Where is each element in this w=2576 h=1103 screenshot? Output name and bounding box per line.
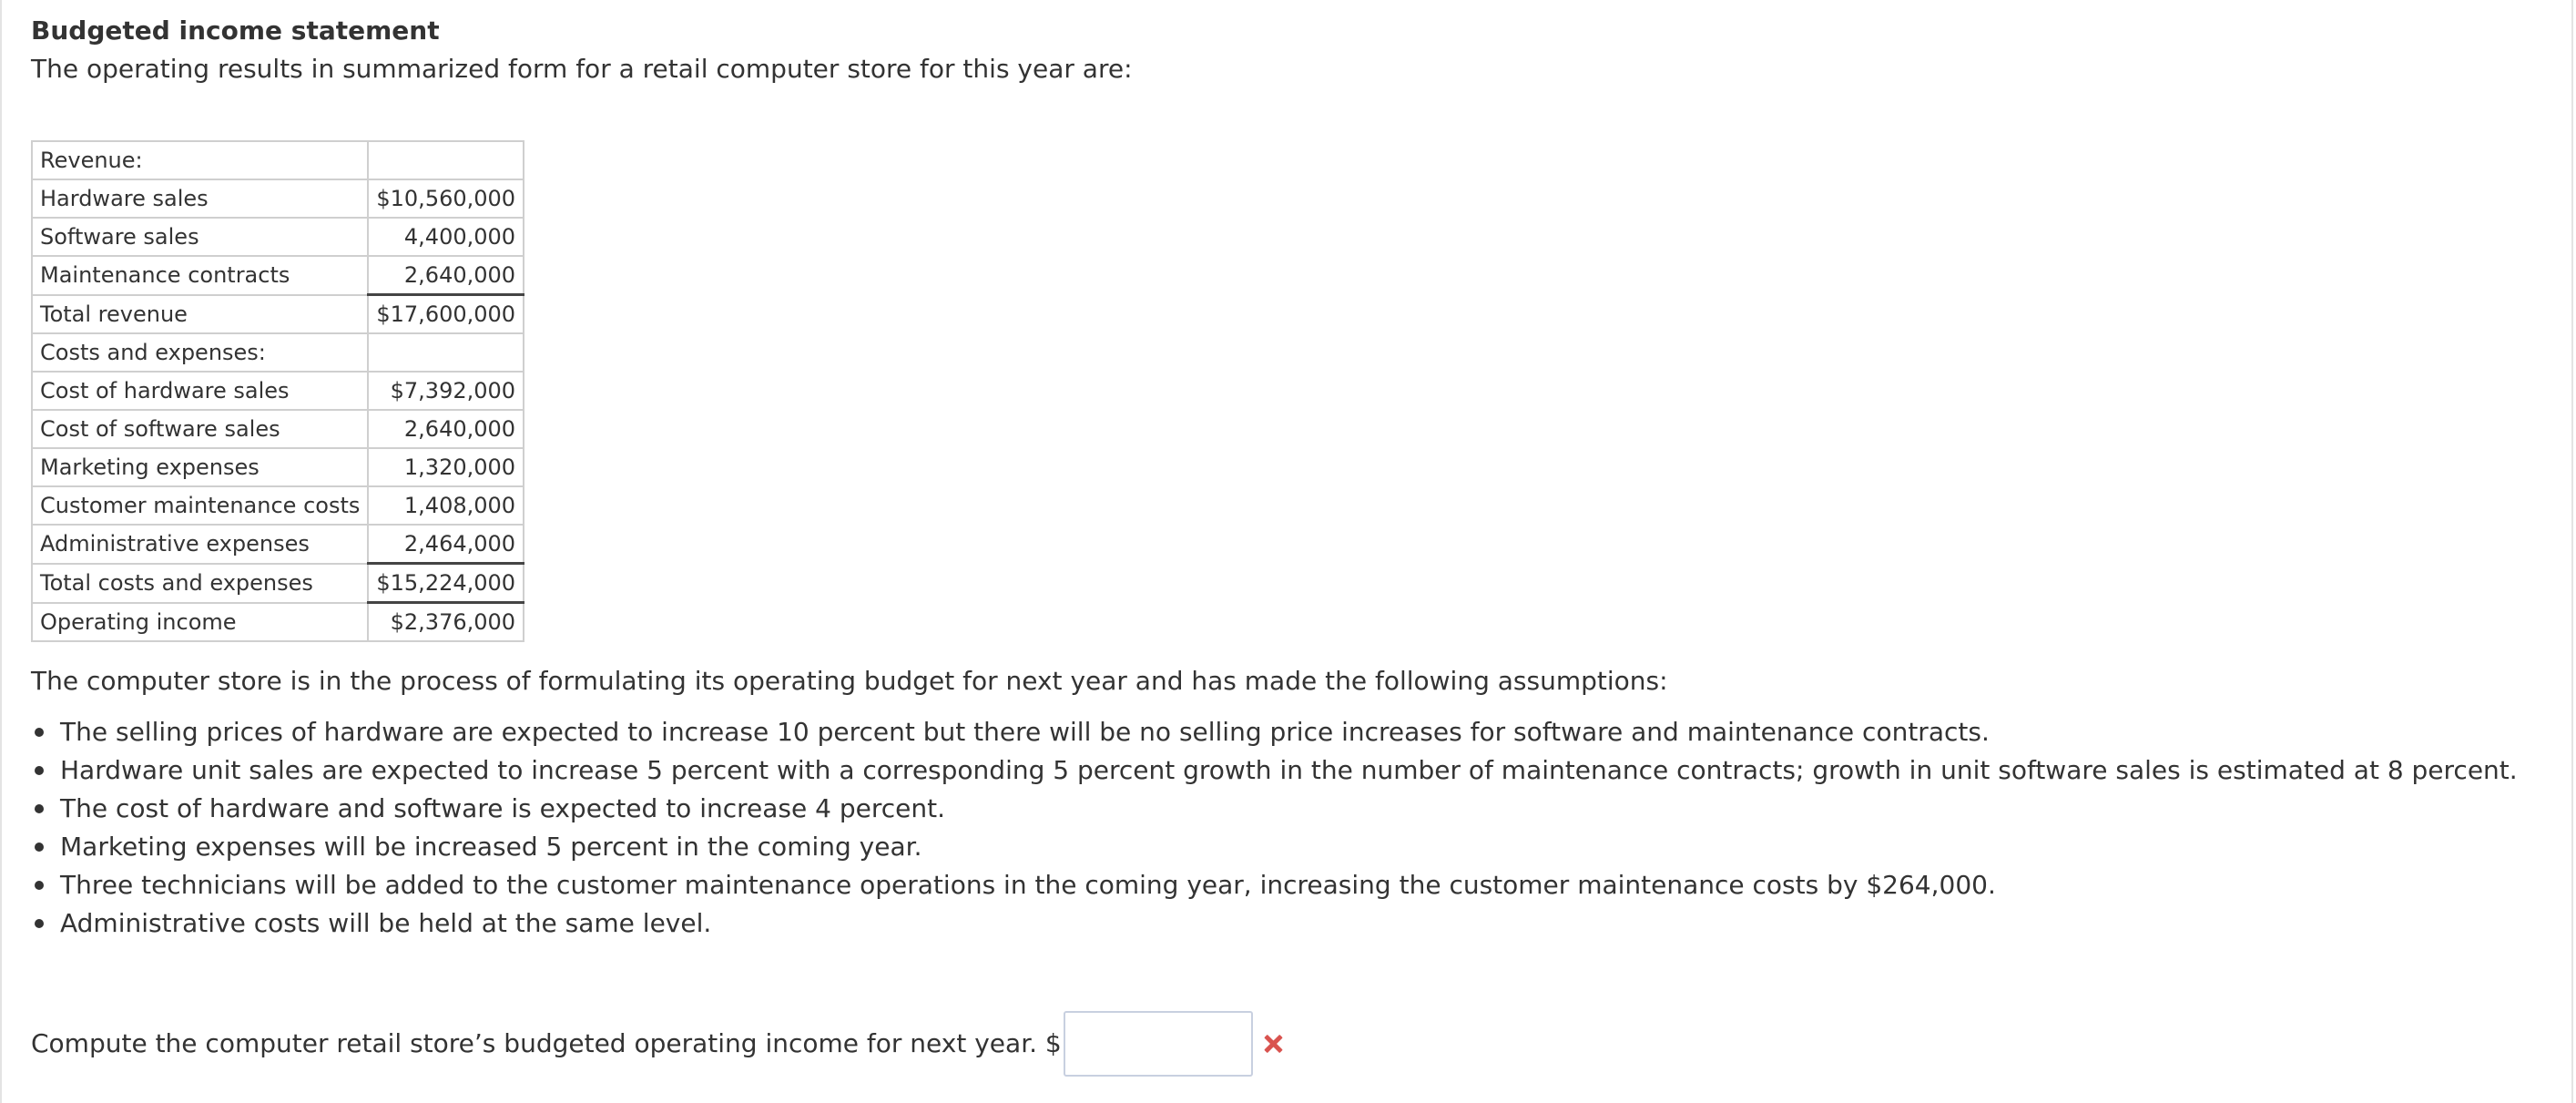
bullet-icon: [35, 843, 44, 852]
statement-row: [32, 564, 524, 603]
statement-row-amount: $10,560,000: [368, 179, 524, 218]
statement-row-amount: 2,640,000: [368, 410, 524, 448]
bullet-icon: [35, 919, 44, 928]
statement-row-amount: [368, 333, 524, 372]
statement-row-label: Costs and expenses:: [32, 333, 368, 372]
bullet-icon: [35, 766, 44, 775]
statement-row-amount: $7,392,000: [368, 372, 524, 410]
statement-row: [32, 218, 524, 256]
statement-row: [32, 448, 524, 486]
assumption-text: Hardware unit sales are expected to increase 5 percent with a corresponding 5 percent growth in the number of maintenance contracts; growth in unit software sales is estimated at 8 percent.: [60, 755, 2518, 785]
statement-row: [32, 333, 524, 372]
statement-row: [32, 603, 524, 642]
statement-row-amount: $15,224,000: [368, 564, 524, 603]
x-mark-icon: [1260, 1031, 1286, 1057]
statement-row-label: Revenue:: [32, 141, 368, 179]
assumption-text: The selling prices of hardware are expected to increase 10 percent but there will be no selling price increases for software and maintenance contracts.: [60, 717, 1990, 747]
bullet-icon: [35, 728, 44, 737]
list-item: [31, 751, 2518, 790]
list-item: [31, 828, 2518, 866]
statement-row-amount: $2,376,000: [368, 603, 524, 642]
statement-row-amount: 4,400,000: [368, 218, 524, 256]
list-item: [31, 713, 2518, 751]
assumptions-intro: The computer store is in the process of formulating its operating budget for next year and has made the following assumptions:: [31, 666, 1668, 696]
operating-income-input[interactable]: [1064, 1011, 1253, 1077]
statement-row-amount: 1,408,000: [368, 486, 524, 525]
assumption-text: Marketing expenses will be increased 5 percent in the coming year.: [60, 832, 922, 862]
assumption-text: The cost of hardware and software is expected to increase 4 percent.: [60, 793, 945, 823]
statement-row-label: Total costs and expenses: [32, 564, 368, 603]
statement-row-amount: [368, 141, 524, 179]
list-item: [31, 790, 2518, 828]
income-statement-table: [31, 140, 524, 642]
bullet-icon: [35, 881, 44, 890]
statement-row-label: Cost of hardware sales: [32, 372, 368, 410]
statement-row: [32, 256, 524, 295]
list-item: [31, 904, 2518, 943]
statement-row-label: Operating income: [32, 603, 368, 642]
statement-row-label: Maintenance contracts: [32, 256, 368, 295]
answer-row: [31, 1009, 1286, 1078]
statement-row: [32, 141, 524, 179]
statement-row-label: Total revenue: [32, 295, 368, 334]
statement-row: [32, 295, 524, 334]
assumptions-list: [31, 713, 2518, 943]
statement-row: [32, 372, 524, 410]
statement-row: [32, 486, 524, 525]
statement-row: [32, 525, 524, 564]
statement-row-label: Cost of software sales: [32, 410, 368, 448]
question-prompt: Compute the computer retail store’s budgeted operating income for next year. $: [31, 1028, 1062, 1058]
assumption-text: Administrative costs will be held at the same level.: [60, 908, 712, 938]
statement-row-label: Administrative expenses: [32, 525, 368, 564]
statement-row: [32, 410, 524, 448]
statement-row-label: Customer maintenance costs: [32, 486, 368, 525]
statement-row-label: Software sales: [32, 218, 368, 256]
bullet-icon: [35, 804, 44, 813]
statement-row: [32, 179, 524, 218]
statement-row-label: Hardware sales: [32, 179, 368, 218]
problem-title: Budgeted income statement: [31, 15, 440, 46]
statement-row-amount: 1,320,000: [368, 448, 524, 486]
statement-row-label: Marketing expenses: [32, 448, 368, 486]
statement-row-amount: 2,464,000: [368, 525, 524, 564]
list-item: [31, 866, 2518, 904]
statement-row-amount: $17,600,000: [368, 295, 524, 334]
statement-row-amount: 2,640,000: [368, 256, 524, 295]
problem-intro: The operating results in summarized form for a retail computer store for this year are:: [31, 54, 1133, 84]
assumption-text: Three technicians will be added to the customer maintenance operations in the coming year, increasing the customer maintenance costs by $264,000.: [60, 870, 1996, 900]
